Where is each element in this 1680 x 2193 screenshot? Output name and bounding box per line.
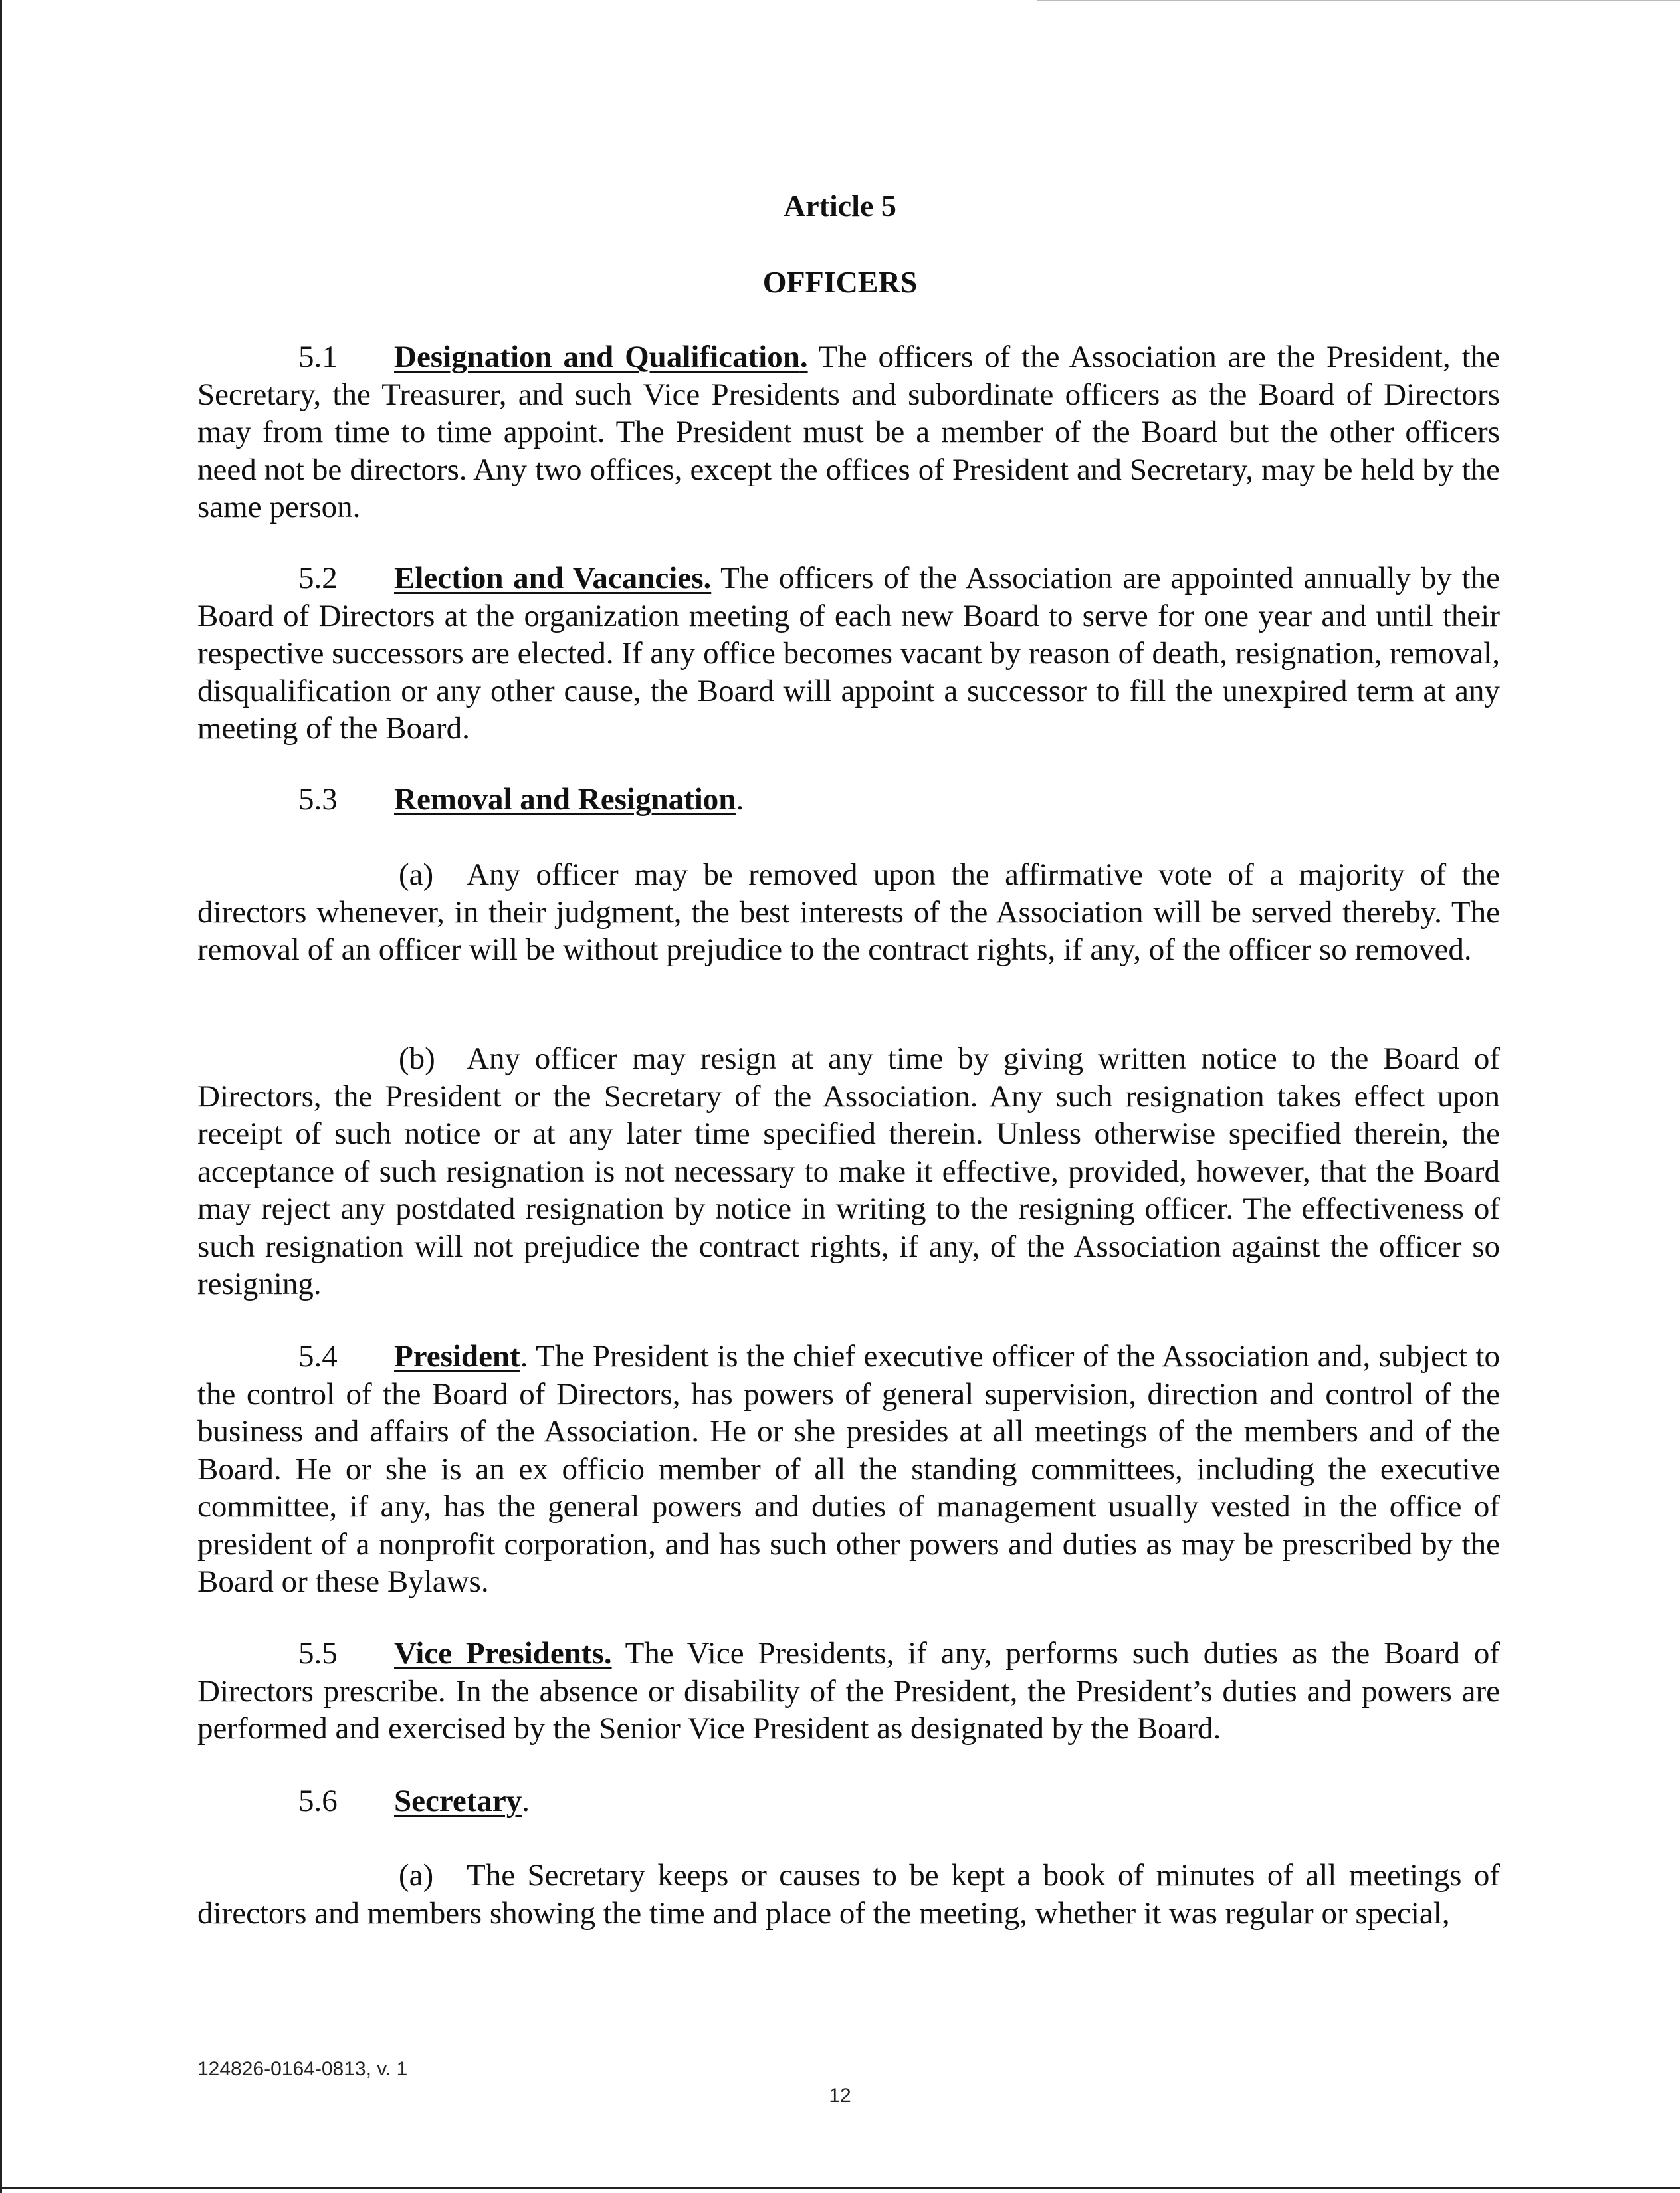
subsection-label: (a) <box>399 1858 434 1893</box>
section-number: 5.6 <box>298 1784 338 1818</box>
section-body: The officers of the Association are appointed annually by the Board of Directors at the organization meeting of each new Board to serve for one year and until their respective successors are elected. If any office becomes vacant by reason of death, resignation, removal, disqualification or any other cause, the Board will appoint a successor to fill the unexpired term at any meeting of the Board. <box>197 561 1500 746</box>
section-heading: Removal and Resignation <box>394 782 736 817</box>
section-5-6-a <box>197 1857 1500 1932</box>
heading-period: . <box>703 561 712 595</box>
subsection-body: Any officer may be removed upon the affirmative vote of a majority of the directors whenever, in their judgment, the best interests of the Association will be served thereby. The removal of an officer will be without prejudice to the contract rights, if any, of the officer so removed. <box>197 857 1500 967</box>
section-body: The President is the chief executive officer of the Association and, subject to the control of the Board of Directors, has powers of general supervision, direction and control of the business and affairs of the Association. He or she presides at all meetings of the members and of the Board. He or she is an ex officio member of all the standing committees, including the executive committee, if any, has the general powers and duties of management usually vested in the office of president of a nonprofit corporation, and has such other powers and duties as may be prescribed by the Board or these Bylaws. <box>197 1339 1500 1599</box>
heading-period: . <box>522 1784 530 1818</box>
section-5-6 <box>197 1782 1500 1820</box>
document-id: 124826-0164-0813, v. 1 <box>197 2058 408 2080</box>
subsection-label: (a) <box>399 857 434 892</box>
article-number: Article 5 <box>784 189 896 223</box>
section-body: The Vice Presidents, if any, performs such duties as the Board of Directors prescribe. In the absence or disability of the President, the President’s duties and powers are performed and exercised by the Senior Vice President as designated by the Board. <box>197 1636 1500 1746</box>
subsection-body: Any officer may resign at any time by giving written notice to the Board of Directors, the President or the Secretary of the Association. Any such resignation takes effect upon receipt of such notice or at any later time specified therein. Unless otherwise specified therein, the acceptance of such resignation is not necessary to make it effective, provided, however, that the Board may reject any postdated resignation by notice in writing to the resigning officer. The effectiveness of such resignation will not prejudice the contract rights, if any, of the Association against the officer so resigning. <box>197 1041 1500 1301</box>
heading-period: . <box>736 782 744 817</box>
section-heading: Designation and Qualification <box>394 340 800 374</box>
section-heading: Vice Presidents. <box>394 1636 612 1671</box>
section-number: 5.4 <box>298 1339 338 1374</box>
heading-period: . <box>799 340 808 374</box>
subsection-label: (b) <box>399 1041 435 1076</box>
section-5-3-a <box>197 856 1500 969</box>
article-title: OFFICERS <box>762 265 918 299</box>
subsection-body: The Secretary keeps or causes to be kept a book of minutes of all meetings of directors and members showing the time and place of the meeting, whether it was regular or special, <box>197 1858 1500 1931</box>
scan-edge-bottom <box>0 2187 1680 2189</box>
section-5-4 <box>197 1338 1500 1601</box>
heading-period: . <box>520 1339 528 1374</box>
page-number: 12 <box>829 2085 851 2107</box>
section-5-5 <box>197 1635 1500 1748</box>
section-body: The officers of the Association are the President, the Secretary, the Treasurer, and such Vice Presidents and subordinate officers as the Board of Directors may from time to time appoint. The President must be a member of the Board but the other officers need not be directors. Any two offices, except the offices of President and Secretary, may be held by the same person. <box>197 340 1500 524</box>
section-number: 5.2 <box>298 561 338 595</box>
section-heading: Election and Vacancies <box>394 561 704 595</box>
section-5-2 <box>197 560 1500 748</box>
section-5-1 <box>197 338 1500 526</box>
section-5-3 <box>197 781 1500 819</box>
section-number: 5.1 <box>298 340 338 374</box>
section-number: 5.3 <box>298 782 338 817</box>
section-5-3-b <box>197 1040 1500 1303</box>
section-heading: President <box>394 1339 520 1374</box>
scan-edge-left <box>0 0 2 2193</box>
section-number: 5.5 <box>298 1636 338 1671</box>
section-heading: Secretary <box>394 1784 522 1818</box>
scan-edge-top <box>1037 0 1680 1</box>
